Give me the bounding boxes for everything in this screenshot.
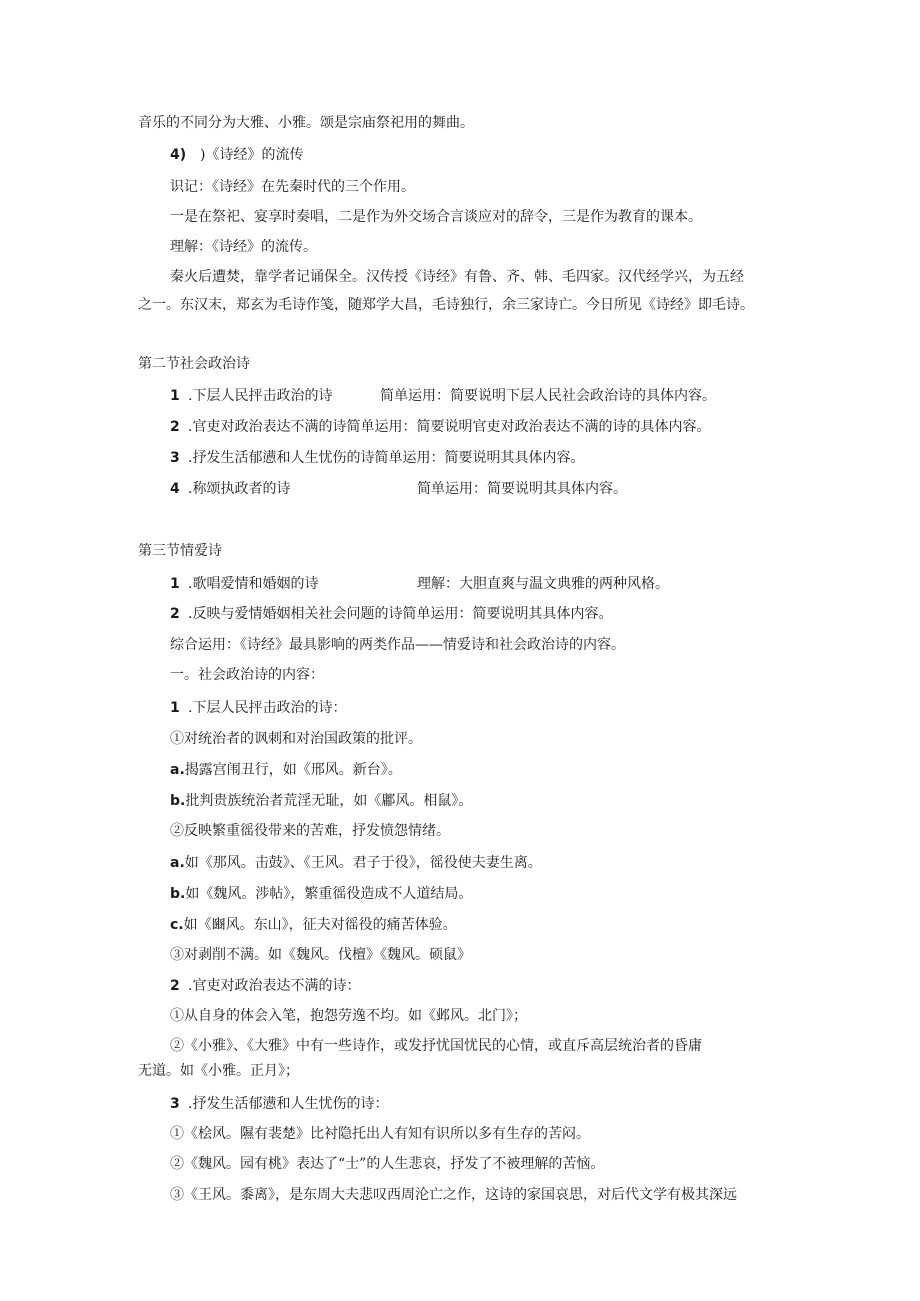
item-requirement: 理解：大胆直爽与温文典雅的两种风格。 bbox=[417, 576, 669, 592]
list-item bbox=[170, 699, 346, 717]
paragraph-line: ②《小雅》、《大雅》中有一些诗作，或发抒忧国忧民的心情，或直斥高层统治者的昏庸 bbox=[170, 1038, 702, 1054]
heading-number: 4) bbox=[170, 147, 187, 163]
sub-item-label: a. bbox=[170, 762, 185, 778]
sub-item-text: 揭露宫闱丑行，如《邢风。新台》。 bbox=[184, 762, 402, 778]
list-item bbox=[170, 1095, 388, 1113]
item-number: 1 bbox=[170, 576, 180, 592]
sub-item bbox=[170, 885, 472, 903]
item-text: .称颂执政者的诗 bbox=[188, 481, 291, 497]
sub-item bbox=[170, 792, 472, 810]
sub-item bbox=[170, 854, 542, 872]
heading-4 bbox=[170, 146, 303, 164]
synthesis-line: 综合运用：《诗经》最具影响的两类作品——情爱诗和社会政治诗的内容。 bbox=[170, 637, 625, 653]
list-item bbox=[170, 387, 332, 405]
sub-item-text: 批判贵族统治者荒淫无耻，如《鄘风。相鼠》。 bbox=[185, 793, 473, 809]
item-number: 2 bbox=[170, 606, 180, 622]
paragraph-line: 识记：《诗经》在先秦时代的三个作用。 bbox=[170, 179, 415, 195]
paragraph-line: 之一。东汉末，郑玄为毛诗作笺，随郑学大昌，毛诗独行，余三家诗亡。今日所见《诗经》即毛诗。 bbox=[138, 297, 754, 313]
paragraph-line: ②反映繁重徭役带来的苦难，抒发愤怨情绪。 bbox=[170, 823, 450, 839]
item-number: 1 bbox=[170, 388, 180, 404]
sub-item-label: c. bbox=[170, 917, 184, 933]
paragraph-line: ②《魏风。园有桃》表达了“士”的人生悲哀，抒发了不被理解的苦恼。 bbox=[170, 1156, 605, 1172]
paragraph-line: 一是在祭祀、宴享时奏唱，二是作为外交场合言谈应对的辞令，三是作为教育的课本。 bbox=[170, 209, 702, 225]
sub-item-label: a. bbox=[170, 855, 185, 871]
paragraph-line: 无道。如《小雅。正月》； bbox=[138, 1063, 299, 1079]
item-number: 2 bbox=[170, 978, 180, 994]
item-text: .反映与爱情婚姻相关社会问题的诗简单运用：简要说明其具体内容。 bbox=[188, 606, 613, 622]
paragraph-line: ①《桧风。隰有裴楚》比衬隐托出人有知有识所以多有生存的苦闷。 bbox=[170, 1126, 590, 1142]
item-number: 4 bbox=[170, 481, 180, 497]
subheading: 一。社会政治诗的内容： bbox=[170, 667, 324, 683]
paragraph-line: 音乐的不同分为大雅、小雅。颂是宗庙祭祀用的舞曲。 bbox=[138, 115, 474, 131]
list-item bbox=[170, 480, 290, 498]
item-requirement: 简单运用：简要说明其具体内容。 bbox=[417, 481, 627, 497]
sub-item-text: 如《魏风。涉帖》，繁重徭役造成不人道结局。 bbox=[185, 886, 473, 902]
item-requirement: 简单运用：简要说明下层人民社会政治诗的具体内容。 bbox=[380, 388, 716, 404]
sub-item-label: b. bbox=[170, 886, 186, 902]
item-text: .抒发生活郁懑和人生忧伤的诗简单运用：简要说明其具体内容。 bbox=[188, 450, 585, 466]
paragraph-line: ③对剥削不满。如《魏风。伐檀》《魏风。硕鼠》 bbox=[170, 947, 471, 963]
item-number: 3 bbox=[170, 1096, 180, 1112]
item-text: .官吏对政治表达不满的诗： bbox=[188, 978, 361, 994]
item-text: .抒发生活郁懑和人生忧伤的诗： bbox=[188, 1096, 389, 1112]
list-item bbox=[170, 605, 612, 623]
item-number: 1 bbox=[170, 700, 180, 716]
list-item bbox=[170, 449, 584, 467]
item-number: 2 bbox=[170, 419, 180, 435]
section-title: 第三节情爱诗 bbox=[138, 543, 222, 559]
item-text: .下层人民抨击政治的诗 bbox=[188, 388, 333, 404]
list-item bbox=[170, 418, 710, 436]
list-item bbox=[170, 977, 360, 995]
sub-item-text: 如《豳风。东山》，征夫对徭役的痛苦体验。 bbox=[183, 917, 457, 933]
sub-item bbox=[170, 761, 402, 779]
sub-item-label: b. bbox=[170, 793, 186, 809]
paragraph-line: ①从自身的体会入笔，抱怨劳逸不均。如《邺风。北门》； bbox=[170, 1008, 527, 1024]
section-title: 第二节社会政治诗 bbox=[138, 356, 250, 372]
paragraph-line: 秦火后遭焚，靠学者记诵保全。汉传授《诗经》有鲁、齐、韩、毛四家。汉代经学兴，为五经 bbox=[170, 269, 744, 285]
list-item bbox=[170, 575, 318, 593]
sub-item bbox=[170, 916, 457, 934]
sub-item-text: 如《那风。击鼓》、《王风。君子于役》，徭役使夫妻生离。 bbox=[184, 855, 542, 871]
paragraph-line: ①对统治者的讽刺和对治国政策的批评。 bbox=[170, 731, 422, 747]
paragraph-line: ③《王风。黍离》，是东周大夫悲叹西周沦亡之作，这诗的家国哀思，对后代文学有极其深远 bbox=[170, 1187, 737, 1203]
item-text: .下层人民抨击政治的诗： bbox=[188, 700, 347, 716]
heading-text: )《诗经》的流传 bbox=[200, 147, 304, 163]
item-number: 3 bbox=[170, 450, 180, 466]
item-text: .官吏对政治表达不满的诗简单运用：简要说明官吏对政治表达不满的诗的具体内容。 bbox=[188, 419, 711, 435]
item-text: .歌唱爱情和婚姻的诗 bbox=[188, 576, 319, 592]
paragraph-line: 理解：《诗经》的流传。 bbox=[170, 239, 317, 255]
